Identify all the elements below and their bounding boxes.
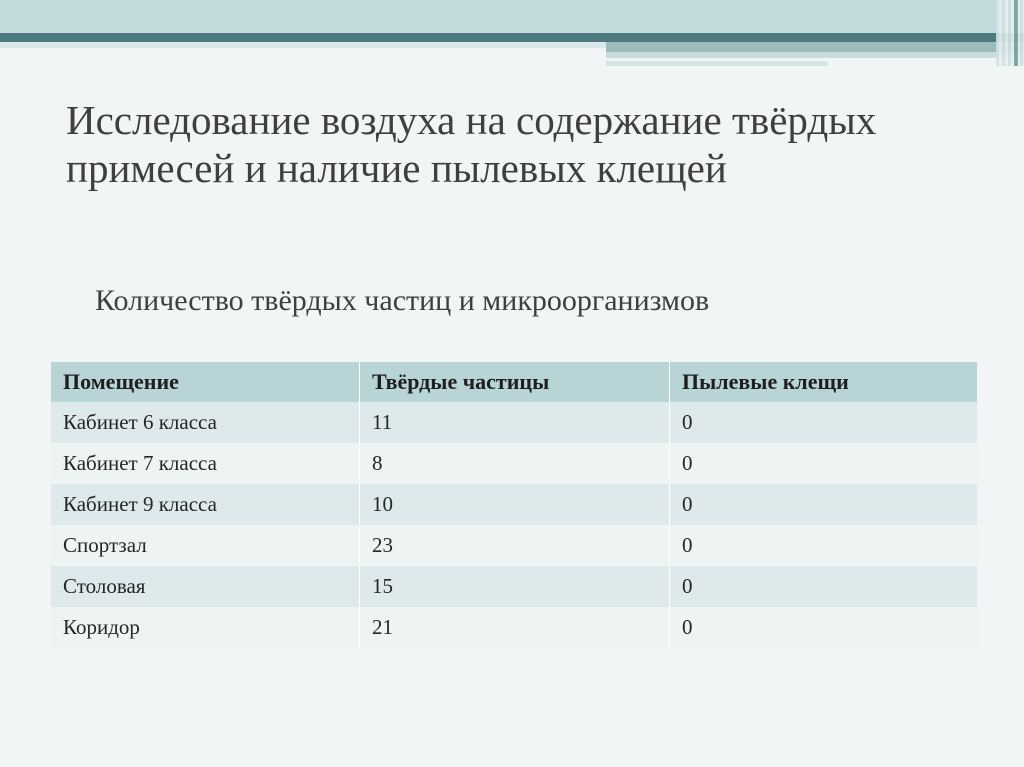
cell-mites: 0 — [670, 566, 978, 607]
data-table — [51, 362, 977, 648]
table-row — [51, 607, 977, 648]
cell-room: Коридор — [51, 607, 360, 648]
cell-particles: 10 — [360, 484, 670, 525]
slide-title: Исследование воздуха на содержание твёрдых примесей и наличие пылевых клещей — [66, 97, 877, 191]
cell-mites: 0 — [670, 525, 978, 566]
cell-room: Кабинет 9 класса — [51, 484, 360, 525]
cell-mites: 0 — [670, 443, 978, 484]
cell-mites: 0 — [670, 607, 978, 648]
header-band — [0, 0, 1024, 33]
header-accent-stripe — [0, 33, 1024, 42]
table-row — [51, 566, 977, 607]
cell-particles: 8 — [360, 443, 670, 484]
table-row — [51, 402, 977, 443]
header-cell-mites: Пылевые клещи — [670, 362, 978, 402]
cell-particles: 15 — [360, 566, 670, 607]
header-right-light-stripe — [606, 52, 1024, 58]
table-row — [51, 525, 977, 566]
cell-room: Столовая — [51, 566, 360, 607]
corner-decoration — [996, 0, 1024, 66]
cell-particles: 23 — [360, 525, 670, 566]
table-header-row — [51, 362, 977, 402]
cell-mites: 0 — [670, 402, 978, 443]
cell-room: Кабинет 6 класса — [51, 402, 360, 443]
cell-room: Спортзал — [51, 525, 360, 566]
cell-room: Кабинет 7 класса — [51, 443, 360, 484]
header-cell-room: Помещение — [51, 362, 360, 402]
cell-mites: 0 — [670, 484, 978, 525]
slide-subtitle: Количество твёрдых частиц и микроорганизмов — [95, 284, 710, 317]
table-row — [51, 484, 977, 525]
header-right-thin-stripe — [606, 61, 828, 66]
cell-particles: 11 — [360, 402, 670, 443]
header-cell-particles: Твёрдые частицы — [360, 362, 670, 402]
corner-accent — [1014, 0, 1018, 66]
table-row — [51, 443, 977, 484]
header-right-stripe — [606, 42, 1024, 52]
cell-particles: 21 — [360, 607, 670, 648]
